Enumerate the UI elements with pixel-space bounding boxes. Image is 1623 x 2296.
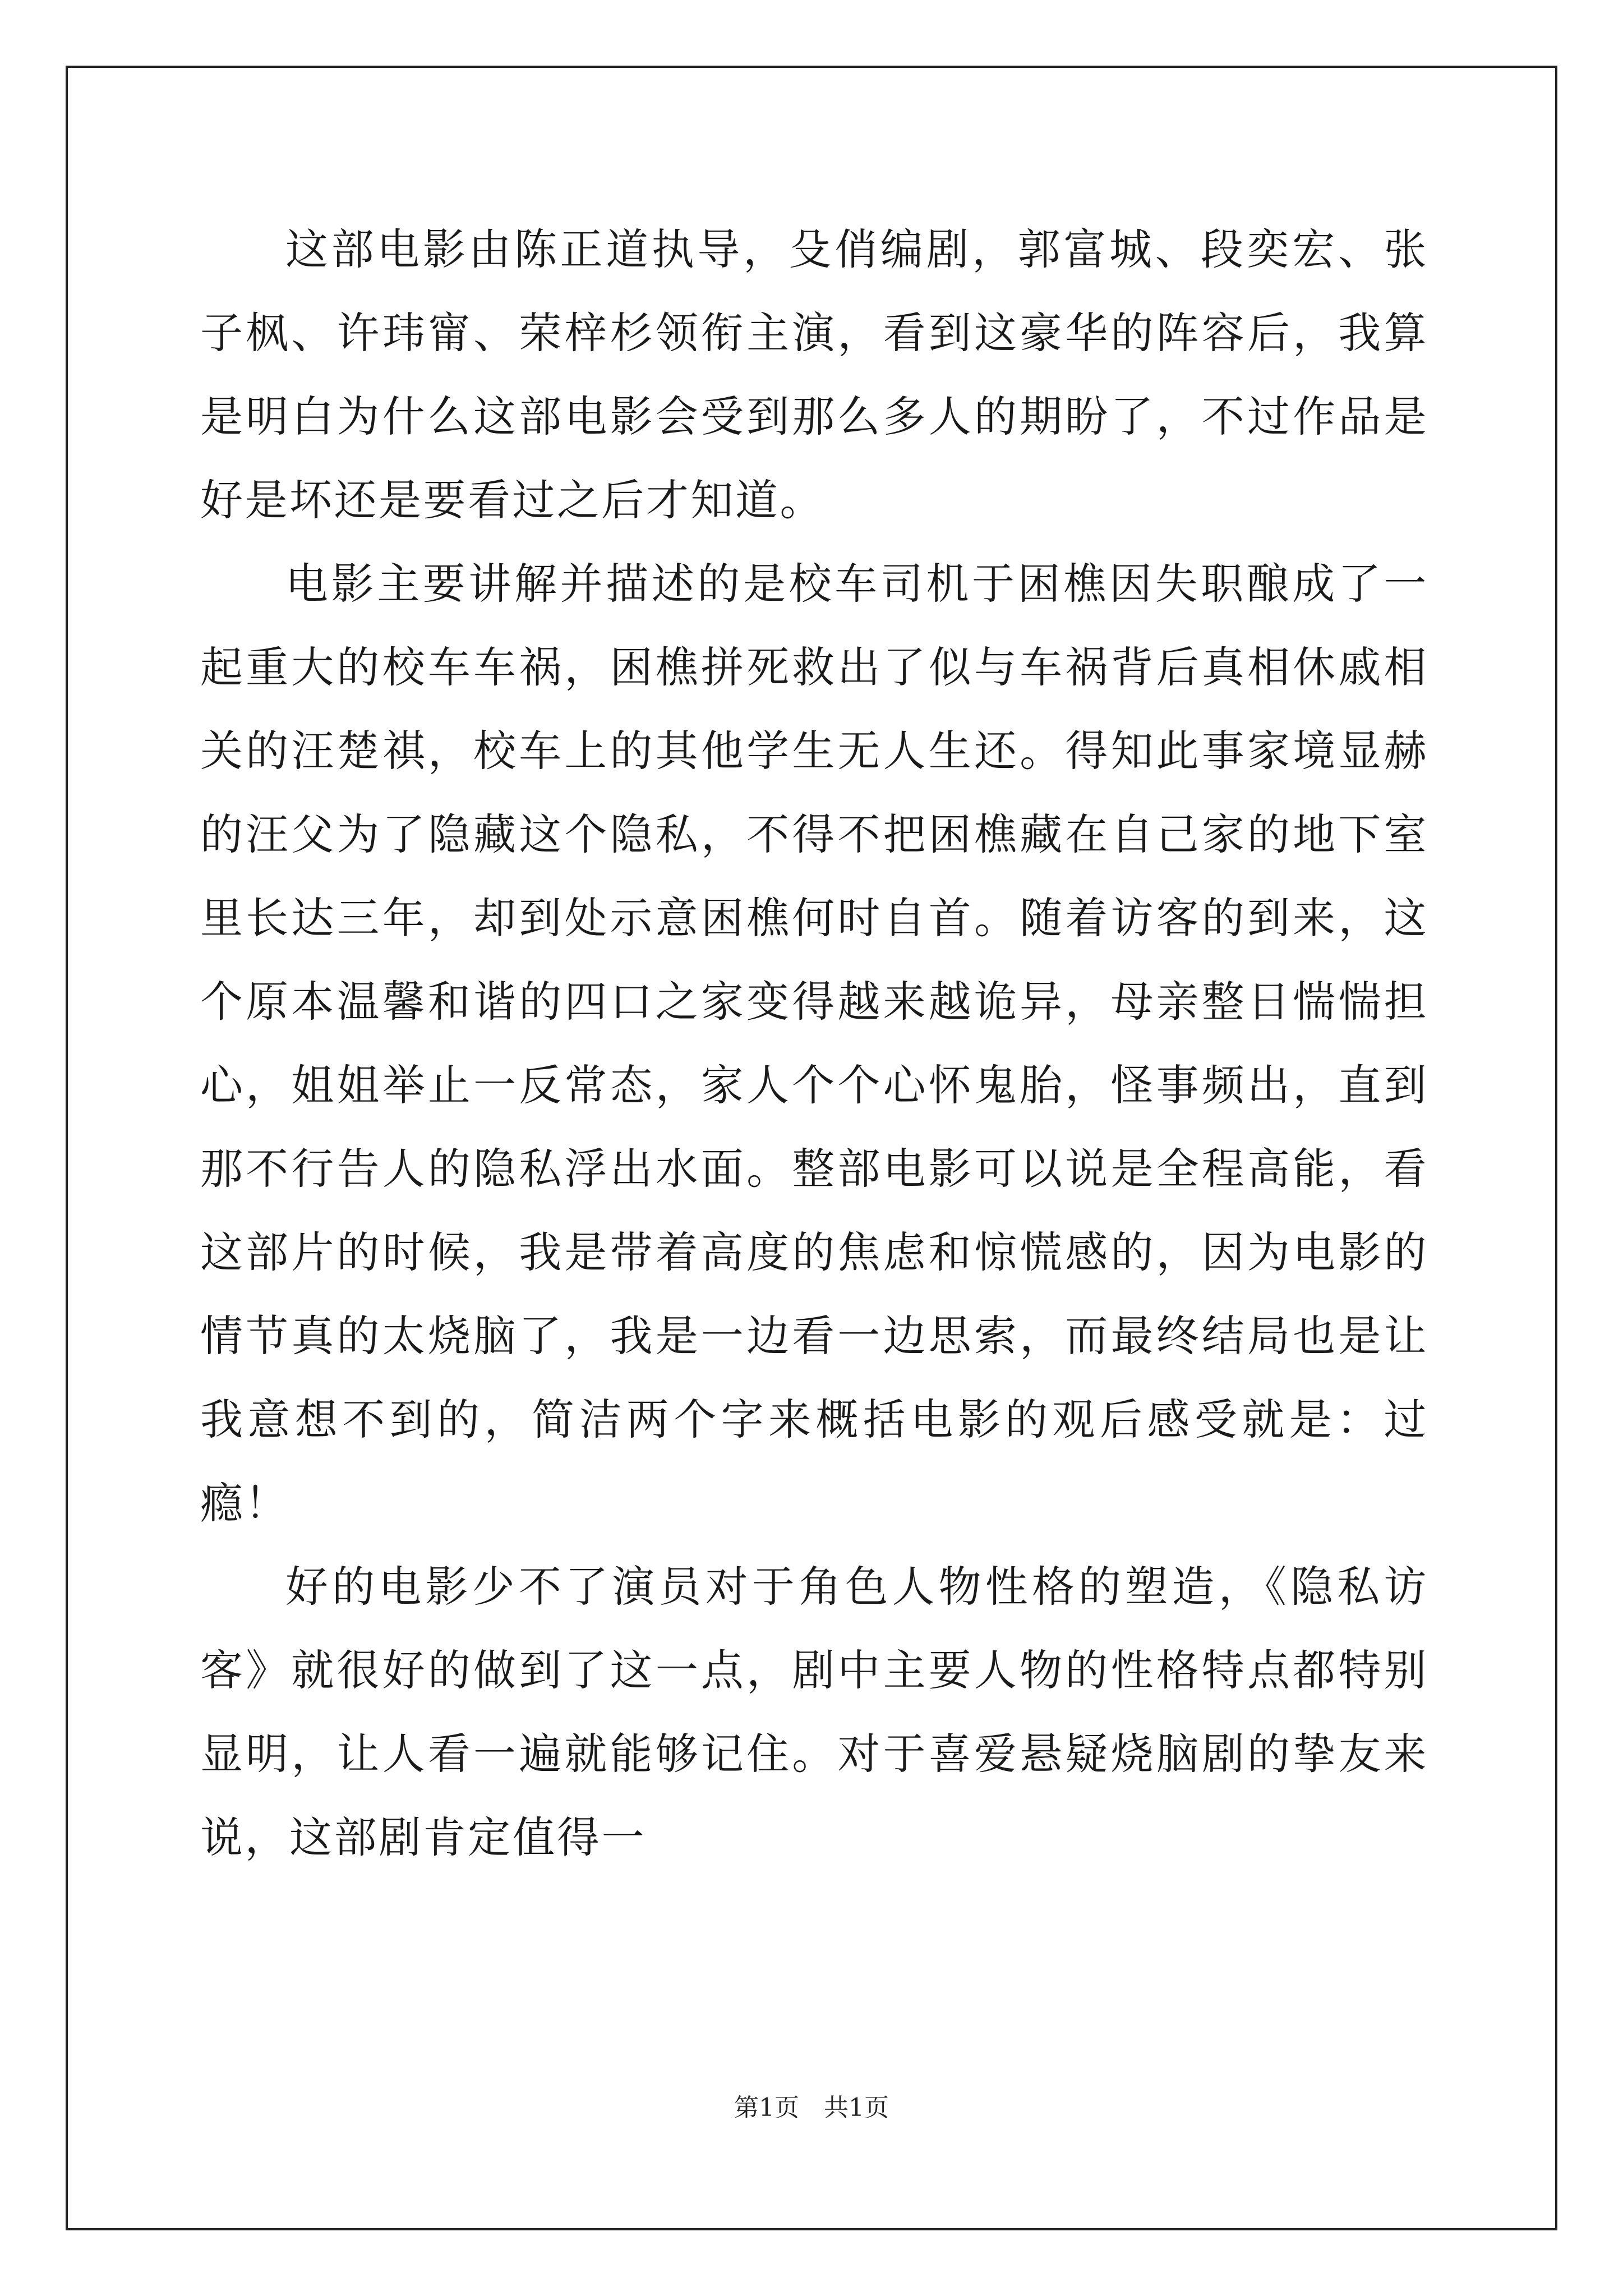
page-number: 第1页 <box>734 2093 799 2122</box>
paragraph-2: 电影主要讲解并描述的是校车司机于困樵因失职酿成了一起重大的校车车祸，困樵拼死救出了似与车祸背后真相休戚相关的汪楚祺，校车上的其他学生无人生还。得知此事家境显赫的汪父为了隐藏这个隐私，不得不把困樵藏在自己家的地下室里长达三年，却到处示意困樵何时自首。随着访客的到来，这个原本温馨和谐的四口之家变得越来越诡异，母亲整日惴惴担心，姐姐举止一反常态，家人个个心怀鬼胎，怪事频出，直到那不行告人的隐私浮出水面。整部电影可以说是全程高能，看这部片的时候，我是带着高度的焦虑和惊慌感的，因为电影的情节真的太烧脑了，我是一边看一边思索，而最终结局也是让我意想不到的，简洁两个字来概括电影的观后感受就是：过瘾！ <box>200 559 1428 1528</box>
paragraph-1: 这部电影由陈正道执导，殳俏编剧，郭富城、段奕宏、张子枫、许玮甯、荣梓杉领衔主演，看到这豪华的阵容后，我算是明白为什么这部电影会受到那么多人的期盼了，不过作品是好是坏还是要看过之后才知道。 <box>200 224 1428 525</box>
document-body <box>200 208 1428 1879</box>
paragraph-3: 好的电影少不了演员对于角色人物性格的塑造，《隐私访客》就很好的做到了这一点，剧中主要人物的性格特点都特别显明，让人看一遍就能够记住。对于喜爱悬疑烧脑剧的挚友来说，这部剧肯定值得一 <box>200 1562 1428 1862</box>
page-total: 共1页 <box>824 2093 889 2122</box>
page-footer <box>0 2091 1623 2125</box>
